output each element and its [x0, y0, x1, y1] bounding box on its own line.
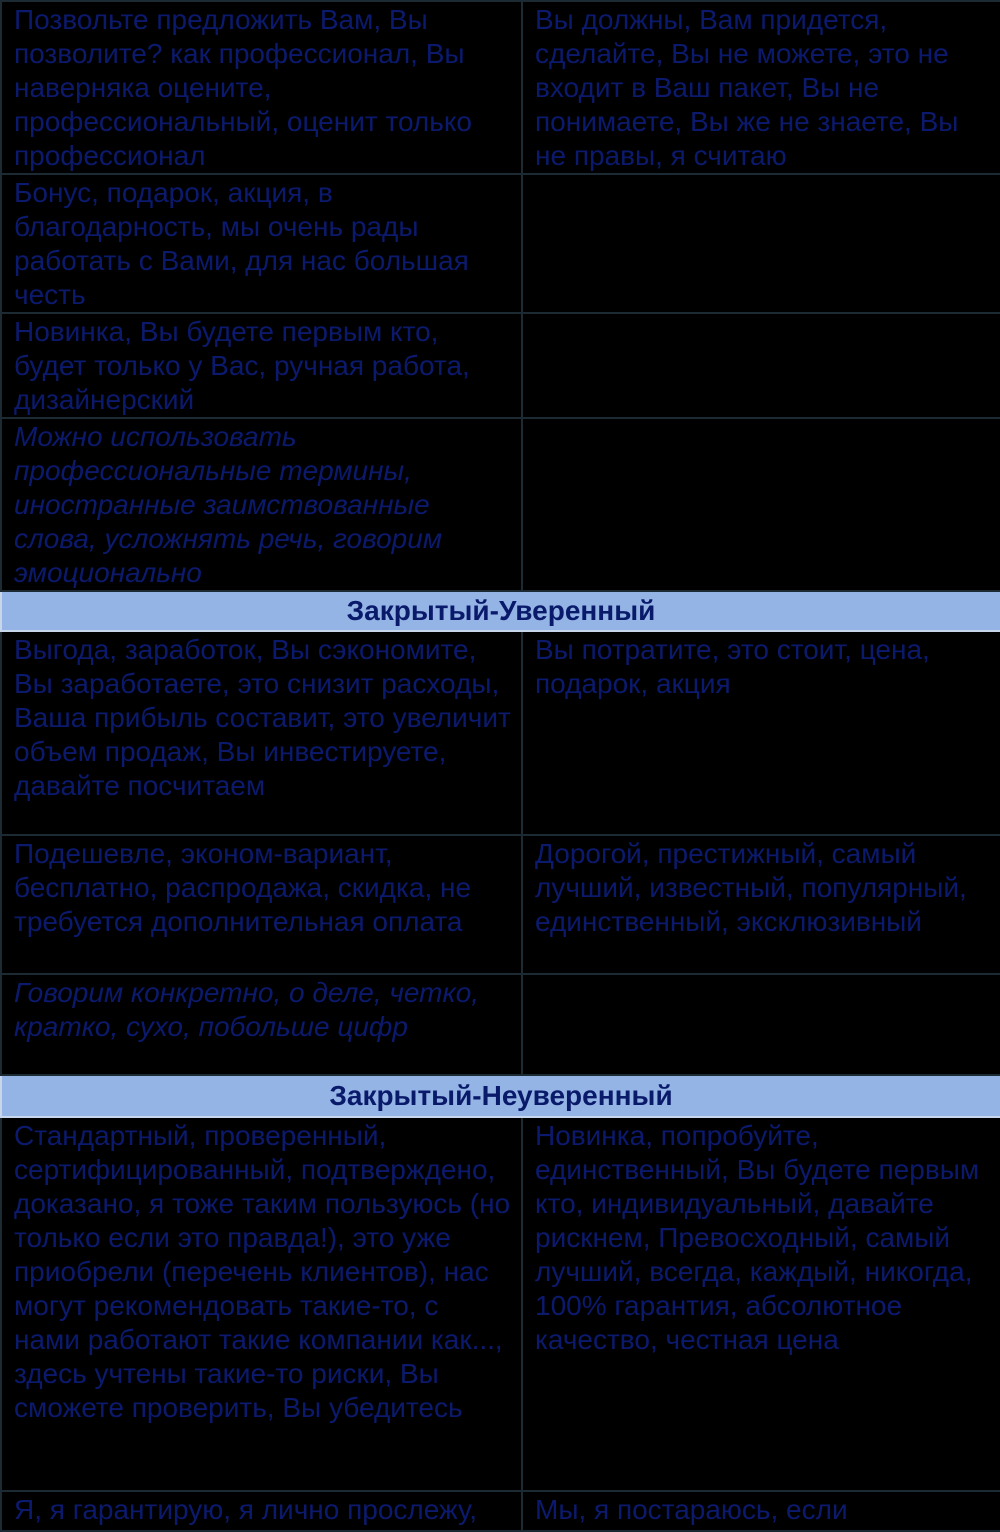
table-row [1, 1, 1000, 174]
table-cell-right: Мы, я постараюсь, если [522, 1491, 1000, 1531]
table-row [1, 1491, 1000, 1531]
table-row [1, 974, 1000, 1075]
table-cell-left: Я, я гарантирую, я лично прослежу, [1, 1491, 522, 1531]
table-cell-left-note: Можно использовать профессиональные термины, иностранные заимствованные слова, усложнять речь, говорим эмоционально [1, 418, 522, 591]
table-cell-left: Стандартный, проверенный, сертифицированный, подтверждено, доказано, я тоже таким пользуюсь (но только если это правда!), это уже приобрели (перечень клиентов), нас могут рекомендовать такие-то, с нами работают такие компании как..., здесь учтены такие-то риски, Вы сможете проверить, Вы убедитесь [1, 1117, 522, 1491]
table-cell-right [522, 174, 1000, 313]
table-cell-right: Дорогой, престижный, самый лучший, известный, популярный, единственный, эксклюзивный [522, 835, 1000, 974]
table-cell-left: Позвольте предложить Вам, Вы позволите? как профессионал, Вы наверняка оцените, профессиональный, оценит только профессионал [1, 1, 522, 174]
table-cell-left: Бонус, подарок, акция, в благодарность, мы очень рады работать с Вами, для нас большая честь [1, 174, 522, 313]
table-row [1, 174, 1000, 313]
section-header-row [1, 591, 1000, 631]
table-row [1, 835, 1000, 974]
table-row [1, 418, 1000, 591]
table-cell-right: Вы должны, Вам придется, сделайте, Вы не можете, это не входит в Ваш пакет, Вы не понимаете, Вы же не знаете, Вы не правы, я считаю [522, 1, 1000, 174]
table-cell-left: Новинка, Вы будете первым кто, будет только у Вас, ручная работа, дизайнерский [1, 313, 522, 418]
table-cell-right [522, 313, 1000, 418]
table-cell-right: Новинка, попробуйте, единственный, Вы будете первым кто, индивидуальный, давайте рискнем, Превосходный, самый лучший, всегда, каждый, никогда, 100% гарантия, абсолютное качество, честная цена [522, 1117, 1000, 1491]
table-cell-right [522, 974, 1000, 1075]
section-header-row [1, 1075, 1000, 1117]
section-header-closed-confident: Закрытый-Уверенный [1, 591, 1000, 631]
table-row [1, 1117, 1000, 1491]
section-header-closed-unsure: Закрытый-Неуверенный [1, 1075, 1000, 1117]
table-cell-left-note: Говорим конкретно, о деле, четко, кратко, сухо, побольше цифр [1, 974, 522, 1075]
table-row [1, 631, 1000, 835]
table-cell-right: Вы потратите, это стоит, цена, подарок, акция [522, 631, 1000, 835]
table-cell-right [522, 418, 1000, 591]
table-cell-left: Выгода, заработок, Вы сэкономите, Вы заработаете, это снизит расходы, Ваша прибыль составит, это увеличит объем продаж, Вы инвестируете, давайте посчитаем [1, 631, 522, 835]
table-cell-left: Подешевле, эконом-вариант, бесплатно, распродажа, скидка, не требуется дополнительная оплата [1, 835, 522, 974]
table-row [1, 313, 1000, 418]
